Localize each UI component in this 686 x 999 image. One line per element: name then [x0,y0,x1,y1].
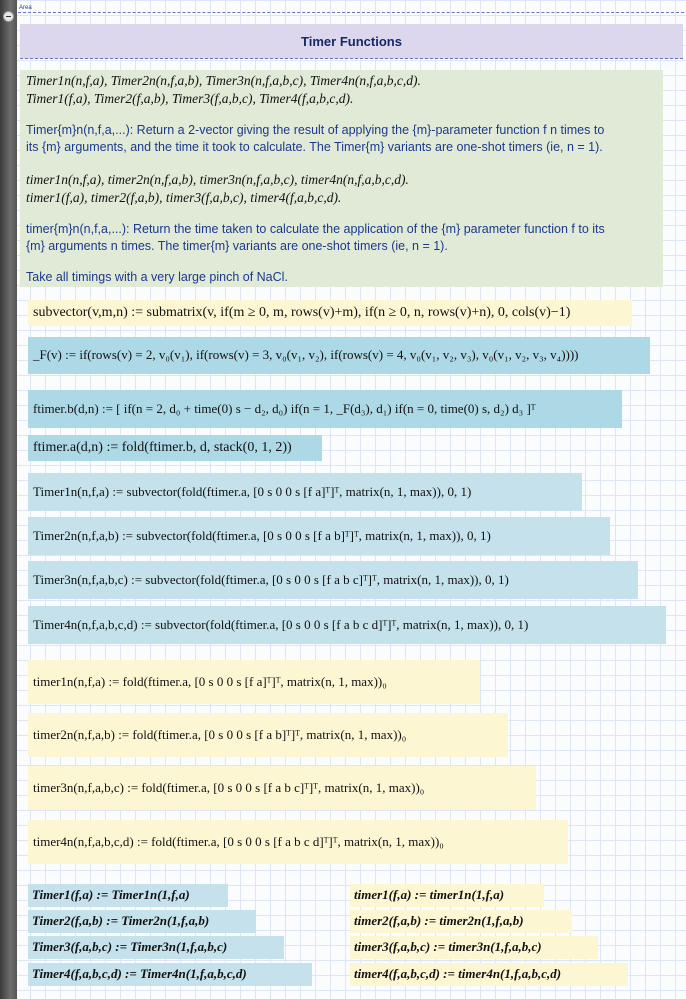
left-gutter [0,0,17,999]
collapse-area-icon[interactable] [3,11,14,22]
intro-line-timers: Timer1(f,a), Timer2(f,a,b), Timer3(f,a,b,c), Timer4(f,a,b,c,d). [26,91,354,106]
def-timer4[interactable]: timer4(f,a,b,c,d) := timer4n(1,f,a,b,c,d) [350,963,628,986]
title-region[interactable] [20,24,683,59]
def-Timer4n[interactable]: Timer4n(n,f,a,b,c,d) := subvector(fold(ftimer.a, [0 s 0 0 s [f a b c d]ᵀ]ᵀ, matrix(n, 1, max)), 0, 1) [28,606,666,644]
def-Timer3[interactable]: Timer3(f,a,b,c) := Timer3n(1,f,a,b,c) [28,936,284,959]
def-Timer2n[interactable]: Timer2n(n,f,a,b) := subvector(fold(ftimer.a, [0 s 0 0 s [f a b]ᵀ]ᵀ, matrix(n, 1, max)), 0, 1) [28,517,610,555]
area-label: Area [19,5,32,11]
para1-line-b: its {m} arguments, and the time it took to calculate. The Timer{m} variants are one-shot timers (ie, n = 1). [26,140,603,154]
def-Timer1n[interactable]: Timer1n(n,f,a) := subvector(fold(ftimer.a, [0 s 0 0 s [f a]ᵀ]ᵀ, matrix(n, 1, max)), 0, 1) [28,473,582,511]
def-timer1n[interactable]: timer1n(n,f,a) := fold(ftimer.a, [0 s 0 0 s [f a]ᵀ]ᵀ, matrix(n, 1, max))₀ [28,660,480,704]
area-boundary [18,12,684,13]
intro-line-lower-timers-n: timer1n(n,f,a), timer2n(n,f,a,b), timer3n(n,f,a,b,c), timer4n(n,f,a,b,c,d). [26,172,409,187]
def-ftimer-a[interactable]: ftimer.a(d,n) := fold(ftimer.b, d, stack(0, 1, 2)) [28,435,322,461]
def-timer4n[interactable]: timer4n(n,f,a,b,c,d) := fold(ftimer.a, [0 s 0 0 s [f a b c d]ᵀ]ᵀ, matrix(n, 1, max))₀ [28,820,568,864]
intro-paragraph-lower-timer [26,221,661,255]
def-Timer4[interactable]: Timer4(f,a,b,c,d) := Timer4n(1,f,a,b,c,d) [28,963,312,986]
def-timer3[interactable]: timer3(f,a,b,c) := timer3n(1,f,a,b,c) [350,936,598,959]
para2-line-a: timer{m}n(n,f,a,...): Return the time taken to calculate the application of the {m} parameter function f to its [26,222,605,236]
intro-text-region[interactable] [20,70,663,287]
intro-line-lower-timers: timer1(f,a), timer2(f,a,b), timer3(f,a,b,c), timer4(f,a,b,c,d). [26,190,342,205]
page-title: Timer Functions [301,33,402,49]
def-ftimer-b[interactable]: ftimer.b(d,n) := [ if(n = 2, d₀ + time(0) s − d₂, d₀) if(n = 1, _F(d₃), d₁) if(n = 0, time(0) s, d₂) d₃ ]ᵀ [28,390,622,428]
def-timer1[interactable]: timer1(f,a) := timer1n(1,f,a) [350,884,544,907]
def-underscore-F[interactable]: _F(v) := if(rows(v) = 2, v₀(v₁), if(rows(v) = 3, v₀(v₁, v₂), if(rows(v) = 4, v₀(v₁, v₂, v₃), v₀(v₁, v₂, v₃, v₄)))) [28,337,650,374]
intro-note: Take all timings with a very large pinch of NaCl. [26,270,288,284]
def-Timer3n[interactable]: Timer3n(n,f,a,b,c) := subvector(fold(ftimer.a, [0 s 0 0 s [f a b c]ᵀ]ᵀ, matrix(n, 1, max)), 0, 1) [28,561,638,599]
def-timer2[interactable]: timer2(f,a,b) := timer2n(1,f,a,b) [350,910,572,933]
def-timer2n[interactable]: timer2n(n,f,a,b) := fold(ftimer.a, [0 s 0 0 s [f a b]ᵀ]ᵀ, matrix(n, 1, max))₀ [28,713,508,757]
para2-line-b: {m} arguments n times. The timer{m} variants are one-shot timers (ie, n = 1). [26,239,448,253]
intro-paragraph-timer [26,122,661,156]
para1-line-a: Timer{m}n(n,f,a,...): Return a 2-vector giving the result of applying the {m}-parameter function f n times to [26,123,605,137]
def-Timer2[interactable]: Timer2(f,a,b) := Timer2n(1,f,a,b) [28,910,256,933]
def-subvector[interactable]: subvector(v,m,n) := submatrix(v, if(m ≥ 0, m, rows(v)+m), if(n ≥ 0, n, rows(v)+n), 0, cols(v)−1) [28,300,632,326]
def-timer3n[interactable]: timer3n(n,f,a,b,c) := fold(ftimer.a, [0 s 0 0 s [f a b c]ᵀ]ᵀ, matrix(n, 1, max))₀ [28,766,536,810]
intro-line-timers-n: Timer1n(n,f,a), Timer2n(n,f,a,b), Timer3n(n,f,a,b,c), Timer4n(n,f,a,b,c,d). [26,73,421,88]
def-Timer1[interactable]: Timer1(f,a) := Timer1n(1,f,a) [28,884,228,907]
